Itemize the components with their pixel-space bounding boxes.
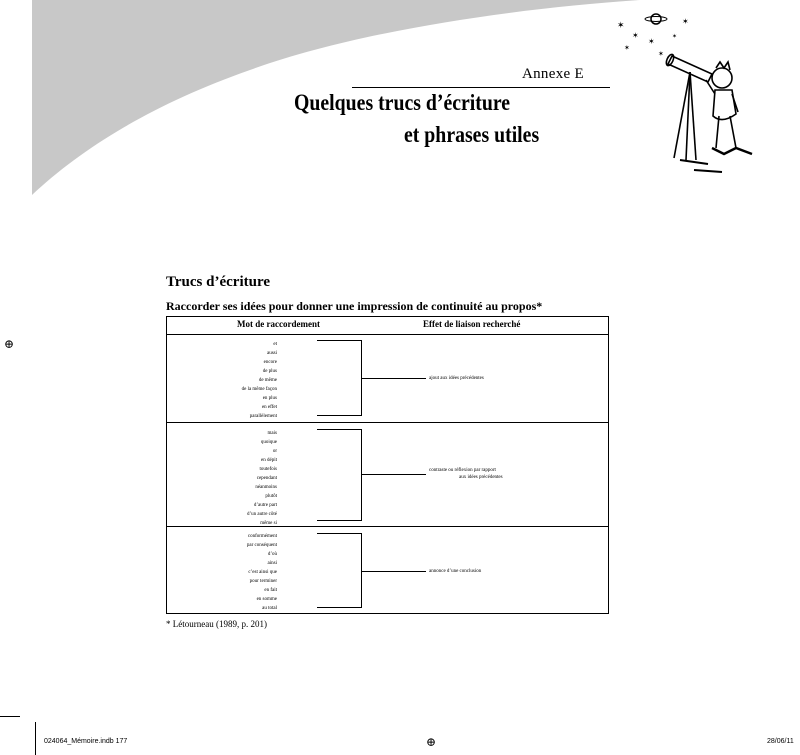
- linking-word: pour terminer: [249, 579, 277, 584]
- column-header-effect: Effet de liaison recherché: [423, 319, 521, 329]
- column-header-linking-word: Mot de raccordement: [237, 319, 320, 329]
- linking-word: en fait: [264, 588, 277, 593]
- linking-word: d’un autre côté: [247, 512, 277, 517]
- annex-rule: [352, 87, 610, 88]
- linking-word-list: [167, 340, 277, 421]
- effect-line: annonce d’une conclusion: [429, 569, 482, 574]
- svg-text:✶: ✶: [682, 17, 689, 26]
- effect-text: [429, 467, 503, 481]
- linking-word: et: [273, 342, 277, 347]
- group-bracket: [317, 340, 362, 416]
- linking-word: plutôt: [265, 494, 277, 499]
- linking-word: d’autre part: [253, 503, 277, 508]
- linking-word: toutefois: [259, 467, 277, 472]
- table-group: [167, 334, 608, 422]
- linking-word: or: [272, 449, 277, 454]
- footnote: * Létourneau (1989, p. 201): [166, 619, 267, 629]
- linking-word: en effet: [261, 405, 277, 410]
- table-caption: Raccorder ses idées pour donner une impression de continuité au propos*: [166, 299, 543, 313]
- effect-line: aux idées précédentes: [459, 475, 503, 480]
- linking-word: au total: [262, 606, 277, 611]
- linking-word: même si: [260, 521, 277, 526]
- registration-mark-icon: ⊕: [4, 337, 15, 351]
- svg-text:✶: ✶: [648, 37, 655, 46]
- page-title-line1: Quelques trucs d’écriture: [294, 90, 511, 115]
- bracket-connector: [362, 378, 426, 379]
- svg-text:✶: ✶: [672, 34, 678, 40]
- linking-word-list: [167, 532, 277, 613]
- page-title-line2: et phrases utiles: [404, 122, 540, 147]
- effect-text: [429, 568, 481, 575]
- table-group: [167, 422, 608, 527]
- linking-word: de plus: [262, 369, 277, 374]
- linking-word: en dépit: [261, 458, 277, 463]
- telescope-icon: [665, 53, 712, 160]
- linking-word-list: [167, 429, 277, 528]
- registration-mark-icon: ⊕: [426, 735, 437, 749]
- linking-word: de la même façon: [241, 387, 277, 392]
- svg-text:✶: ✶: [617, 20, 625, 30]
- linking-word: en somme: [256, 597, 277, 602]
- crop-mark: [0, 716, 20, 717]
- section-heading: Trucs d’écriture: [166, 274, 270, 290]
- group-bracket: [317, 429, 362, 521]
- table-header-row: [167, 317, 608, 335]
- linking-word: de même: [258, 378, 277, 383]
- linking-word: aussi: [267, 351, 277, 356]
- effect-line: contraste ou réflexion par rapport: [429, 468, 496, 473]
- svg-text:✶: ✶: [632, 31, 639, 40]
- svg-text:✶: ✶: [624, 44, 630, 52]
- linking-word: en plus: [262, 396, 277, 401]
- linking-word: cependant: [256, 476, 277, 481]
- group-bracket: [317, 533, 362, 608]
- linking-word: conformément: [247, 534, 277, 539]
- linking-word: quoique: [260, 440, 277, 445]
- planet-icon: [645, 14, 667, 24]
- effect-text: [429, 375, 484, 382]
- linking-word: d’où: [267, 552, 277, 557]
- linking-word: c’est ainsi que: [248, 570, 277, 575]
- telescope-man-illustration: [612, 8, 792, 178]
- crop-mark: [35, 722, 36, 755]
- linking-word: mais: [267, 431, 277, 436]
- bracket-connector: [362, 571, 426, 572]
- linking-word: ainsi: [267, 561, 277, 566]
- table-group: [167, 526, 608, 614]
- svg-text:✶: ✶: [658, 50, 664, 58]
- effect-line: ajout aux idées précédentes: [429, 376, 484, 381]
- print-slug-file: 024064_Mémoire.indb 177: [44, 738, 128, 745]
- linking-word: encore: [263, 360, 277, 365]
- linking-words-table: [166, 316, 609, 614]
- annex-label: Annexe E: [522, 66, 584, 82]
- print-slug-date: 28/06/11: [767, 738, 794, 745]
- linking-word: parallèlement: [249, 414, 277, 419]
- bracket-connector: [362, 474, 426, 475]
- linking-word: néanmoins: [255, 485, 277, 490]
- linking-word: par conséquent: [246, 543, 277, 548]
